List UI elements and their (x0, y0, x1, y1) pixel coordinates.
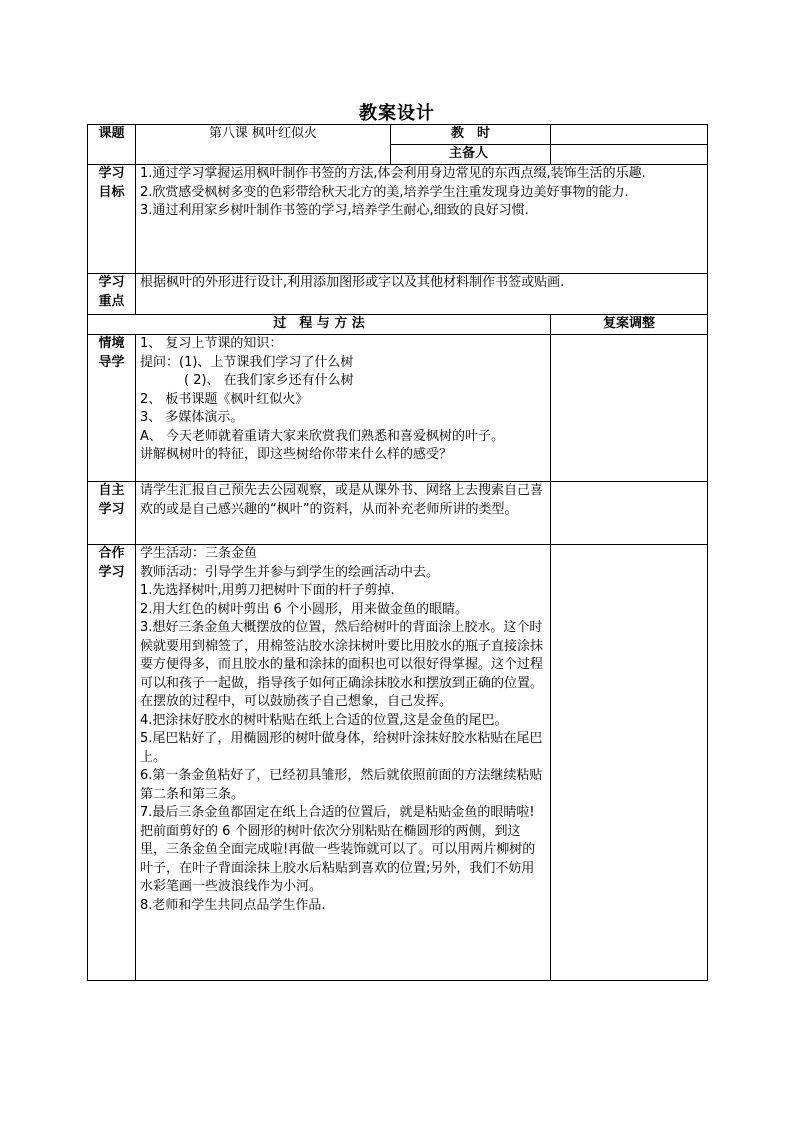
self-study-content (136, 482, 551, 545)
self-study-text: 请学生汇报自己预先去公园观察，或是从课外书、网络上去搜索自己喜欢的或是自己感兴趣的“枫叶”的资料，从而补充老师所讲的类型。 (140, 483, 544, 517)
goal-line: 1.通过学习掌握运用枫叶制作书签的方法,体会利用身边常见的东西点缀,装饰生活的乐趣. (140, 166, 646, 181)
topic-label: 课题 (88, 125, 136, 165)
situation-content (136, 335, 551, 482)
situation-revision (551, 335, 708, 482)
cooperation-content (136, 545, 551, 981)
cooperation-line: 4.把涂抹好胶水的树叶粘贴在纸上合适的位置,这是金鱼的尾巴。 (140, 712, 508, 728)
page-title: 教案设计 (359, 103, 435, 124)
process-header: 过 程 与 方 法 (88, 315, 551, 335)
cooperation-revision (551, 545, 708, 981)
cooperation-line: 2.用大红色的树叶剪出 6 个小圆形，用来做金鱼的眼睛。 (140, 601, 468, 617)
revision-header: 复案调整 (551, 315, 708, 335)
cooperation-line: 3.想好三条金鱼大概摆放的位置，然后给树叶的背面涂上胶水。这个时候就要用到棉签了，用棉签沾胶水涂抹树叶要比用胶水的瓶子直接涂抹要方便得多，而且胶水的量和涂抹的面积也可以很好得掌握。这个过程可以和孩子一起做，指导孩子如何正确涂抹胶水和摆放到正确的位置。在摆放的过程中，可以鼓励孩子自己想象，自己发挥。 (140, 620, 544, 709)
cooperation-line: 7.最后三条金鱼都固定在纸上合适的位置后，就是粘贴金鱼的眼睛啦!把前面剪好的 6 个圆形的树叶依次分别粘贴在椭圆形的两侧，到这里，三条金鱼全面完成啦!再做一些装饰就可以了。可以用两片柳树的叶子，在叶子背面涂抹上胶水后粘贴到喜欢的位置;另外，我们不妨用水彩笔画一些波浪线作为小河。 (140, 805, 536, 894)
goal-line: 2.欣赏感受枫树多变的色彩带给秋天北方的美,培养学生注重发现身边美好事物的能力. (140, 184, 629, 200)
self-study-revision (551, 482, 708, 545)
preparer-value (551, 145, 708, 165)
cooperation-line: 6.第一条金鱼粘好了，已经初具雏形，然后就依照前面的方法继续粘贴第二条和第三条。 (140, 768, 543, 802)
lesson-plan-table (87, 124, 708, 981)
topic-value: 第八课 枫叶红似火 (136, 125, 391, 165)
cooperation-line: 学生活动：三条金鱼 (140, 546, 258, 561)
focus-label: 学习 重点 (88, 274, 136, 315)
situation-line: 3、 多媒体演示。 (140, 410, 244, 425)
cooperation-label: 合作 学习 (88, 545, 136, 981)
focus-content (136, 274, 708, 315)
cooperation-line: 5.尾巴粘好了，用椭圆形的树叶做身体，给树叶涂抹好胶水粘贴在尾巴上。 (140, 731, 543, 765)
situation-line: 2、 板书课题《枫叶红似火》 (140, 391, 309, 407)
goals-content (136, 165, 708, 274)
situation-line: 提问：(1)、上节课我们学习了什么树 (140, 354, 354, 370)
goals-label: 学习 目标 (88, 165, 136, 274)
focus-text: 根据枫叶的外形进行设计,利用添加图形或字以及其他材料制作书签或贴画. (140, 275, 565, 290)
situation-line: A、 今天老师就着重请大家来欣赏我们熟悉和喜爱枫树的叶子。 (140, 428, 505, 444)
cooperation-line: 教师活动：引导学生并参与到学生的绘画活动中去。 (140, 564, 440, 580)
situation-label: 情境 导学 (88, 335, 136, 482)
preparer-label: 主备人 (391, 145, 551, 165)
self-study-label: 自主 学习 (88, 482, 136, 545)
situation-line: ( 2)、 在我们家乡还有什么树 (184, 373, 354, 388)
cooperation-line: 1.先选择树叶,用剪刀把树叶下面的杆子剪掉. (140, 583, 395, 598)
goal-line: 3.通过利用家乡树叶制作书签的学习,培养学生耐心,细致的良好习惯. (140, 203, 529, 218)
situation-line: 讲解枫树叶的特征，即这些树给你带来什么样的感受？ (140, 447, 453, 462)
cooperation-line: 8.老师和学生共同点品学生作品. (140, 897, 326, 913)
situation-line: 1、 复习上节课的知识： (140, 336, 283, 351)
hours-value (551, 125, 708, 145)
hours-label: 教 时 (391, 125, 551, 145)
